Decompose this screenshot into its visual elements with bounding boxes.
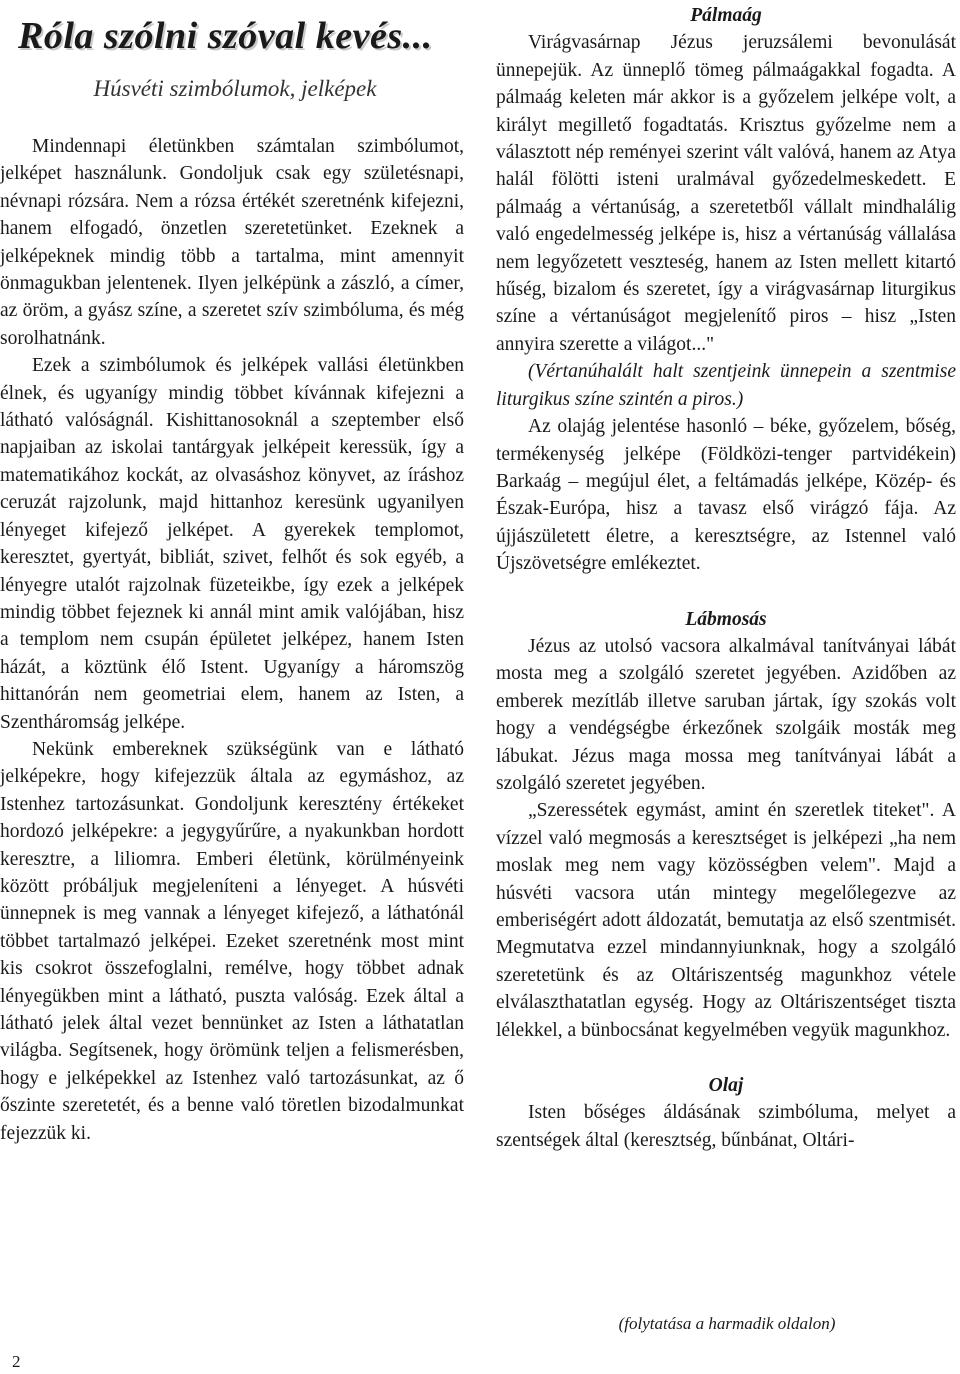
olaj-paragraph-1: Isten bőséges áldásának szimbóluma, melyet a szentségek által (keresztség, bűnbánat, Oltári- <box>496 1102 956 1151</box>
left-column <box>0 133 464 1147</box>
page-number: 2 <box>12 1352 21 1371</box>
labmosas-heading: Lábmosás <box>685 608 767 630</box>
intro-paragraph-1: Mindennapi életünkben számtalan szimbólumot, jelképet használunk. Gondoljuk csak egy születésnapi, névnapi rózsára. Nem a rózsa értékét szeretnénk kifejezni, hanem elfogadó, önzetlen szeretetünket. Ezeknek a jelképeknek mindig több a tartalma, mint amennyit önmagukban jelentenek. Ilyen jelképünk a zászló, a címer, az öröm, a gyász színe, a szeretet szív szimbóluma, és még sorolhatnánk. <box>0 136 464 349</box>
right-column <box>496 2 956 1154</box>
palmag-paragraph-1: Virágvasárnap Jézus jeruzsálemi bevonulását ünnepejük. Az ünneplő tömeg pálmaágakkal fogadta. A pálmaág keleten már akkor is a győzelem jelképe volt, a királyt megillető fogadtatás. Krisztus győzelme nem a választott nép reményei szerint vált valóvá, hanem az Atya halál fölötti isteni uralmával győzedelmeskedett. E pálmaág a vértanúság, a szeretetből vállalt mindhalálig való engedelmesség jelképe is, hisz a vértanúság vállalása nem legyőzetett veszteség, hanem az Isten mellett kitartó hűség, bizalom és szeretet, így a virágvasárnap liturgikus színe a vértanúságot megjelenítő piros – hisz „Isten annyira szerette a világot..." <box>496 32 956 355</box>
olaj-heading: Olaj <box>708 1075 744 1097</box>
palmag-paragraph-2: Az olajág jelentése hasonló – béke, győzelem, bőség, termékenység jelképe (Földközi-tenger partvidékein) Barkaág – megújul élet, a feltámadás jelképe, Közép- és Észak-Európa, hisz a tavasz első virágzó fája. Az újjászületett életre, a keresztségre, az Istennel való Újszövetségre emlékeztet. <box>496 416 956 575</box>
article-subtitle: Húsvéti szimbólumok, jelképek <box>93 76 377 101</box>
continued-note: (folytatása a harmadik oldalon) <box>618 1314 836 1333</box>
article-title: Róla szólni szóval kevés... <box>18 15 433 57</box>
intro-paragraph-2: Ezek a szimbólumok és jelképek vallási életünkben élnek, és ugyanígy mindig többet kívánnak kifejezni a látható valóságnál. Kishittanosoknál a szeptember első napjaiban az iskolai tantárgyak jelképeit keressük, így a matematikához kockát, az olvasáshoz könyvet, az íráshoz ceruzát rajzolunk, majd hittanhoz keresünk ugyanilyen lényeget kifejező jelképet. A gyerekek templomot, keresztet, gyertyát, bibliát, szivet, felhőt és sok egyéb, a lényegre utalót rajzolnak füzeteikbe, így ezek a jelképek mindig többet fejeznek ki annál mint amik valójában, hisz a templom nem csupán épületet jelképez, hanem Isten házát, a köztünk élő Istent. Ugyanígy a háromszög hittanórán nem geometriai elem, hanem az Isten, a Szentháromság jelképe. <box>0 355 464 733</box>
intro-paragraph-3: Nekünk embereknek szükségünk van e látható jelképekre, hogy kifejezzük általa az egymáshoz, az Istenhez tartozásunkat. Gondoljunk keresztény értékeket hordozó jelképekre: a jegygyűrűre, a nyakunkban hordott keresztre, a liliomra. Emberi életünk, körülményeink között próbáljuk megjeleníteni a lényeget. A húsvéti ünnepnek is meg vannak a lényeget kifejező, a láthatónál többet tartalmazó jelképei. Ezeket szeretnénk most mint kis csokrot összefoglalni, remélve, hogy többet adnak lényegükben mint a látható, puszta valóság. Ezek által a látható jelek által vezet bennünket az Isten a láthatatlan világba. Segítsenek, hogy örömünk teljen a felismerésben, hogy e jelképekkel az Istenhez való tartozásunkat, az ő őszinte szeretetét, és a benne való töretlen bizodalmunkat fejezzük ki. <box>0 738 464 1144</box>
labmosas-paragraph-2: „Szeressétek egymást, amint én szeretlek titeket". A vízzel való megmosás a keresztséget is jelképezi „ha nem moslak meg nem vagy közösségben velem". Majd a húsvéti vacsora után mintegy megelőlegezve az emberiségért adott áldozatát, bemutatja az első szentmisét. Megmutatva ezzel mindannyiunknak, hogy a szolgáló szeretetünk és az Oltáriszentség magunkhoz vétele elválaszthatatlan egység. Hogy az Oltáriszentséget tiszta lélekkel, a bünbocsánat kegyelmében vegyük magunkhoz. <box>496 800 956 1041</box>
palmag-note: (Vértanúhalált halt szentjeink ünnepein a szentmise liturgikus színe szintén a piros.) <box>496 361 956 410</box>
palmag-heading: Pálmaág <box>690 5 762 26</box>
labmosas-paragraph-1: Jézus az utolsó vacsora alkalmával tanítványai lábát mosta meg a szolgáló szeretet jegyében. Azidőben az emberek mezítláb illetve saruban jártak, így szokás volt hogy a vendégségbe érkezőnek szolgáik mosták meg lábukat. Jézus maga mossa meg tanítványai lábát a szolgáló szeretet jegyében. <box>496 635 956 794</box>
